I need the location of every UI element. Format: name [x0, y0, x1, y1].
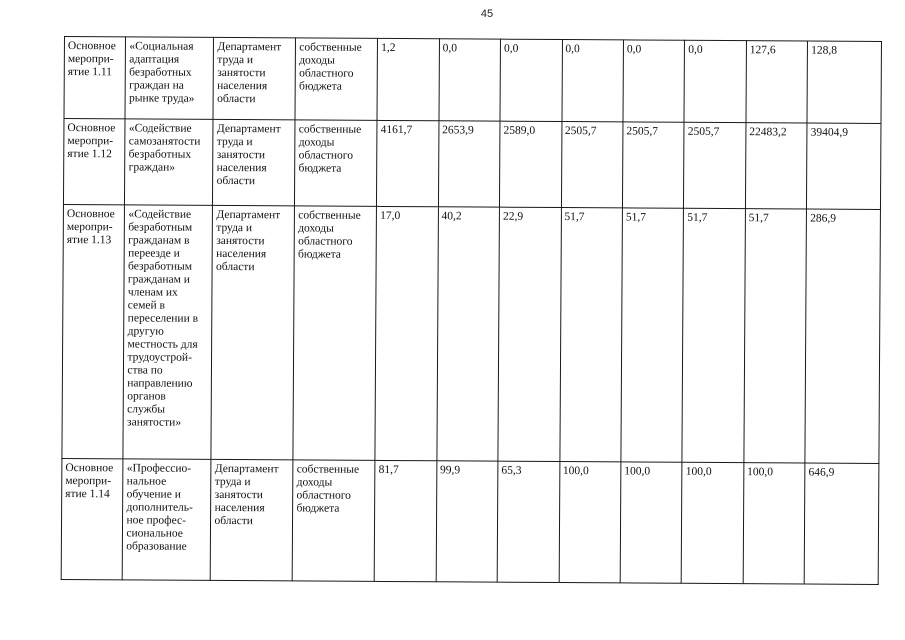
executor-name: Департамент труда и занятости населения области: [216, 122, 281, 188]
year-value-cell: [438, 121, 500, 207]
total-value: 128,8: [811, 44, 838, 57]
budget-table-container: [61, 36, 882, 585]
year-value: 2505,7: [564, 125, 597, 138]
year-value-cell: [745, 123, 807, 209]
total-value-cell: [805, 209, 880, 463]
measure-label: Основное меропри- ятие 1.11: [67, 40, 116, 79]
year-value: 127,6: [749, 44, 776, 57]
year-value-cell: [559, 462, 621, 583]
year-value: 2505,7: [687, 125, 720, 139]
year-value: 4161,7: [380, 123, 413, 137]
page-number: 45: [480, 8, 494, 20]
year-value-cell: [684, 40, 746, 122]
table-row: [63, 119, 881, 210]
executor-cell: [211, 205, 294, 459]
year-value: 2653,9: [442, 124, 474, 137]
measure-name-cell: [123, 205, 213, 460]
year-value-cell: [500, 121, 562, 207]
year-value-cell: [561, 122, 623, 208]
executor-cell: [211, 459, 294, 580]
year-value: 100,0: [685, 465, 712, 478]
year-value-cell: [620, 462, 682, 583]
year-value: 22,9: [502, 210, 524, 223]
executor-name: Департамент труда и занятости населения области: [217, 40, 282, 106]
year-value: 51,7: [564, 211, 585, 224]
total-value: 39404,9: [810, 126, 849, 139]
year-value: 100,0: [562, 465, 589, 478]
year-value: 22483,2: [749, 126, 787, 139]
year-value-cell: [682, 462, 744, 583]
year-value-cell: [437, 207, 500, 461]
year-value: 0,0: [626, 43, 642, 56]
year-value-cell: [562, 40, 624, 122]
year-value-cell: [498, 207, 561, 461]
funding-source: собственные доходы областного бюджета: [297, 209, 361, 261]
total-value: 646,9: [808, 466, 835, 479]
measure-name: «Профессио- нальное обучение и дополнитель- ное профес- сиональное образование: [126, 462, 193, 553]
year-value: 0,0: [442, 42, 458, 55]
year-value-cell: [377, 120, 439, 206]
measure-label: Основное меропри- ятие 1.13: [66, 208, 115, 247]
year-value-cell: [746, 41, 808, 123]
year-value-cell: [682, 208, 745, 462]
measure-cell: [61, 458, 123, 579]
total-value-cell: [807, 123, 881, 209]
year-value-cell: [500, 39, 562, 121]
executor-name: Департамент труда и занятости населения области: [216, 208, 281, 274]
measure-label: Основное меропри- ятие 1.14: [65, 462, 114, 501]
year-value: 2505,7: [626, 125, 659, 138]
year-value-cell: [497, 461, 559, 582]
measure-name-cell: [125, 119, 214, 206]
measure-cell: [63, 119, 125, 205]
year-value: 17,0: [380, 209, 401, 223]
year-value: 2589,0: [503, 124, 536, 137]
table-row: [62, 204, 881, 463]
year-value-cell: [684, 122, 746, 208]
year-value: 1,2: [381, 41, 396, 55]
year-value-cell: [436, 461, 498, 582]
executor-cell: [213, 37, 295, 119]
funding-source: собственные доходы областного бюджета: [298, 123, 362, 175]
measure-name-cell: [125, 37, 214, 120]
year-value-cell: [559, 208, 622, 462]
year-value: 51,7: [748, 212, 769, 225]
total-value: 286,9: [810, 212, 837, 225]
measure-label: Основное меропри- ятие 1.12: [67, 122, 116, 161]
year-value-cell: [439, 39, 501, 121]
measure-name-cell: [123, 459, 212, 581]
year-value: 65,3: [501, 464, 522, 477]
funding-source-cell: [293, 206, 376, 460]
year-value: 40,2: [441, 210, 462, 223]
year-value-cell: [621, 208, 684, 462]
measure-cell: [62, 204, 125, 458]
year-value-cell: [743, 463, 805, 584]
year-value-cell: [374, 460, 436, 581]
executor-name: Департамент труда и занятости населения области: [214, 462, 279, 528]
year-value: 99,9: [439, 464, 461, 477]
funding-source-cell: [295, 38, 377, 120]
year-value: 51,7: [625, 211, 647, 224]
year-value-cell: [623, 40, 685, 122]
year-value-cell: [377, 38, 439, 120]
table-row: [64, 37, 881, 124]
funding-source-cell: [295, 120, 377, 206]
year-value: 0,0: [688, 43, 703, 56]
table-row: [61, 458, 879, 584]
measure-name: «Социальная адаптация безработных граждан на рынке труда»: [129, 40, 195, 105]
measure-name: «Содействие самозанятости безработных граждан»: [128, 122, 201, 174]
budget-table: [61, 36, 882, 585]
total-value-cell: [804, 463, 879, 584]
year-value: 81,7: [378, 463, 399, 477]
year-value: 51,7: [687, 211, 708, 224]
year-value: 0,0: [503, 42, 519, 55]
year-value: 0,0: [565, 43, 580, 56]
total-value-cell: [807, 41, 881, 123]
year-value: 100,0: [747, 466, 774, 479]
measure-cell: [64, 37, 126, 119]
year-value: 100,0: [624, 465, 651, 478]
executor-cell: [213, 119, 295, 205]
funding-source-cell: [293, 460, 376, 581]
year-value-cell: [622, 122, 684, 208]
measure-name: «Содействие безработным гражданам в переезде и безработным гражданам и членам их семей в переселении в другую местность для трудоустрой- ства по направлению органов службы занятости»: [127, 208, 199, 429]
year-value-cell: [744, 209, 807, 463]
funding-source: собственные доходы областного бюджета: [296, 463, 360, 515]
funding-source: собственные доходы областного бюджета: [299, 41, 362, 93]
year-value-cell: [375, 206, 438, 460]
